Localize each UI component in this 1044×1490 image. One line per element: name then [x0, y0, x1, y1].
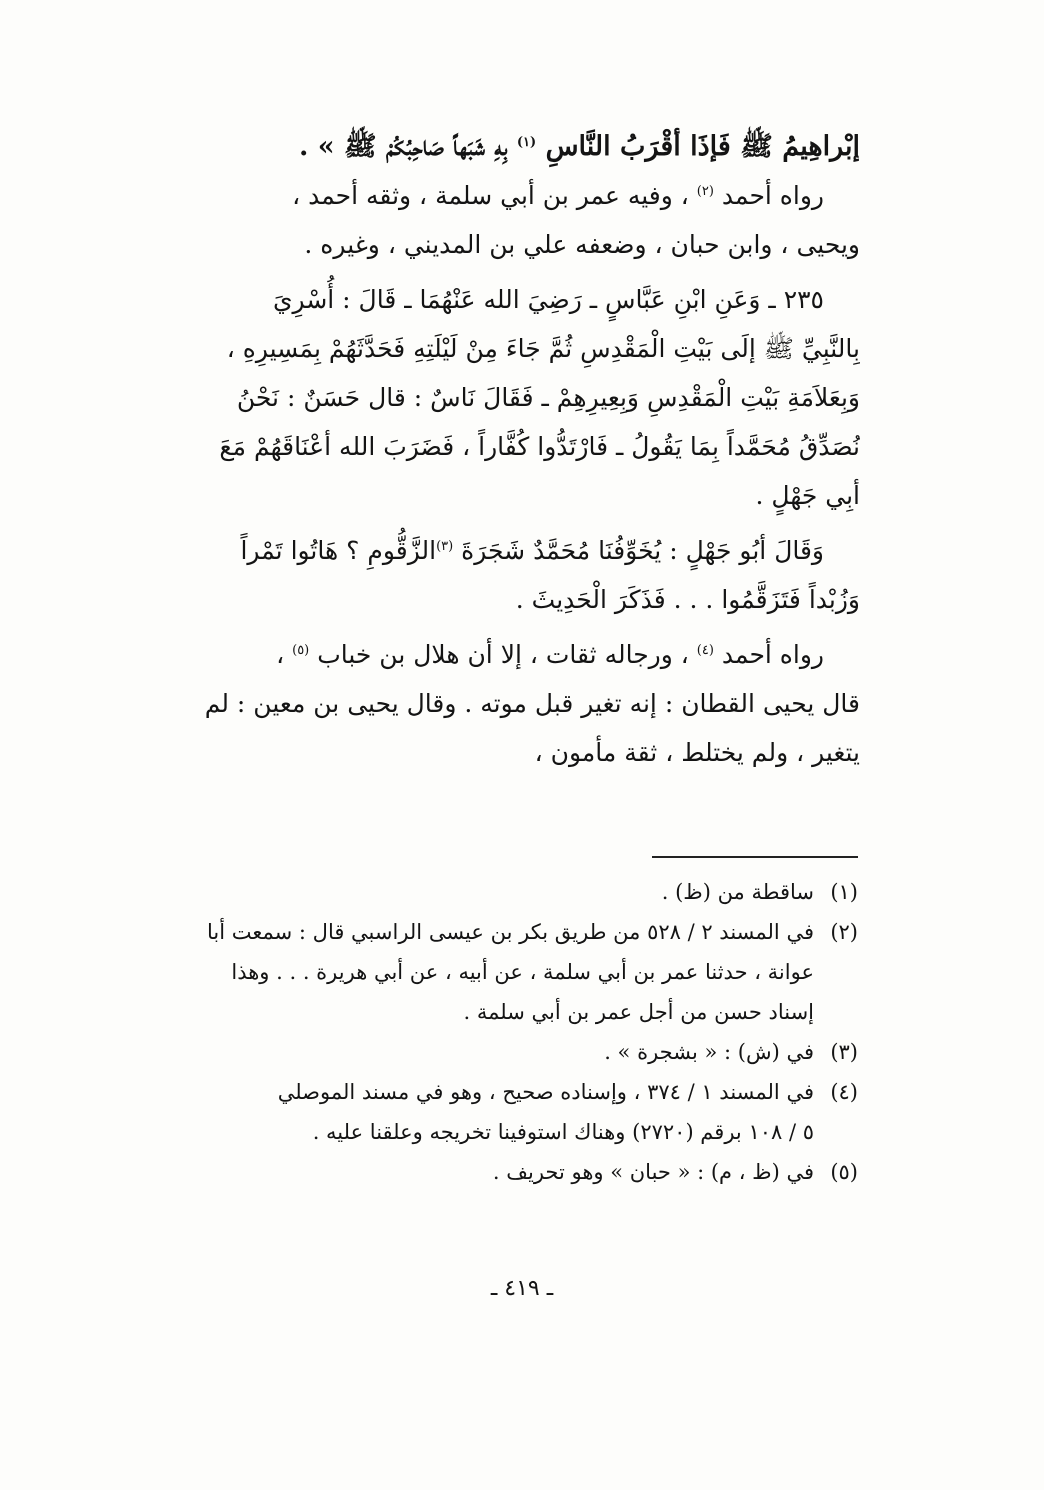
text-line-1	[168, 122, 860, 171]
footnote-ref-4[interactable]: (٤)	[696, 643, 714, 658]
footnote-2	[170, 912, 858, 1032]
footnote-body	[170, 1152, 814, 1192]
footnote-line: إسناد حسن من أجل عمر بن أبي سلمة .	[463, 1000, 814, 1024]
text-segment: رواه أحمد	[721, 640, 824, 669]
hadith-235-line-2: بِالنَّبِيِّ ﷺ إلَى بَيْتِ الْمَقْدِسِ ثُمَّ جَاءَ مِنْ لَيْلَتِهِ فَحَدَّثَهُمْ بِمَسِيرِهِ ،	[226, 334, 860, 363]
text-line-12: قال يحيى القطان : إنه تغير قبل موته . وقال يحيى بن معين : لم	[204, 689, 860, 718]
hadith-235-line-1: ٢٣٥ ـ وَعَنِ ابْنِ عَبَّاسٍ ـ رَضِيَ الله عَنْهُمَا ـ قَالَ : أُسْرِيَ	[272, 285, 824, 314]
footnote-3	[170, 1032, 858, 1072]
footnote-5	[170, 1152, 858, 1192]
footnote-number: (٣)	[830, 1040, 858, 1064]
hadith-235-line-6	[168, 526, 860, 575]
text-segment: إبْراهِيمُ ﷺ فَإذَا أقْرَبُ النَّاسِ	[545, 131, 860, 162]
text-segment: رواه أحمد	[721, 181, 824, 210]
footnote-number: (٥)	[830, 1160, 858, 1184]
text-segment: ،	[276, 640, 285, 669]
footnote-body	[170, 1072, 814, 1152]
footnote-line: في المسند ١ / ٣٧٤ ، وإسناده صحيح ، وهو في مسند الموصلي	[277, 1080, 814, 1104]
footnote-number: (١)	[830, 880, 858, 904]
text-line-3: ويحيى ، وابن حبان ، وضعفه علي بن المديني ، وغيره .	[304, 230, 860, 259]
hadith-235-line-4: نُصَدِّقُ مُحَمَّداً بِمَا يَقُولُ ـ فَارْتَدُّوا كُفَّاراً ، فَضَرَبَ الله أعْنَاقَهُمْ مَعَ	[219, 432, 860, 461]
footnote-line: في (ظ ، م) : « حبان » وهو تحريف .	[492, 1160, 814, 1184]
text-segment: الزَّقُّومِ ؟ هَاتُوا تَمْراً	[240, 536, 437, 565]
footnote-line: ساقطة من (ظ) .	[661, 880, 814, 904]
hadith-235-line-7: وَزُبْداً فَتَزَقَّمُوا . . . فَذَكَرَ الْحَدِيثَ .	[515, 585, 860, 614]
footnote-1	[170, 872, 858, 912]
footnote-line: عوانة ، حدثنا عمر بن أبي سلمة ، عن أبيه ، عن أبي هريرة . . . وهذا	[231, 960, 814, 984]
hadith-235-line-5: أبِي جَهْلٍ .	[755, 481, 860, 510]
footnote-ref-3[interactable]: (٣)	[436, 539, 454, 554]
footnote-ref-1[interactable]: (١)	[516, 135, 537, 150]
footnote-body	[170, 872, 814, 912]
footnote-number: (٢)	[830, 920, 858, 944]
footnote-body	[170, 912, 814, 1032]
text-segment: ، ورجاله ثقات ، إلا أن هلال بن خباب	[317, 640, 689, 669]
main-text	[168, 122, 860, 777]
footnotes	[170, 872, 858, 1192]
footnote-ref-5[interactable]: (٥)	[292, 643, 310, 658]
footnote-line: في المسند ٢ / ٥٢٨ من طريق بكر بن عيسى الراسبي قال : سمعت أبا	[207, 920, 814, 944]
footnote-line: في (ش) : « بشجرة » .	[604, 1040, 814, 1064]
page-number: ـ ٤١٩ ـ	[490, 1276, 554, 1301]
footnote-body	[170, 1032, 814, 1072]
footnote-ref-2[interactable]: (٢)	[696, 184, 714, 199]
text-segment: بِهِ شَبَهاً صَاحِبُكُمْ ﷺ » .	[298, 131, 508, 162]
footnote-4	[170, 1072, 858, 1152]
footnote-number: (٤)	[830, 1080, 858, 1104]
text-line-11	[168, 630, 860, 679]
text-segment: ، وفيه عمر بن أبي سلمة ، وثقه أحمد ،	[292, 181, 689, 210]
footnote-line: ٥ / ١٠٨ برقم (٢٧٢٠) وهناك استوفينا تخريجه وعلقنا عليه .	[312, 1120, 814, 1144]
text-line-13: يتغير ، ولم يختلط ، ثقة مأمون ،	[534, 738, 860, 767]
text-line-2	[168, 171, 860, 220]
footnote-divider	[652, 856, 858, 858]
hadith-235-line-3: وَبِعَلاَمَةِ بَيْتِ الْمَقْدِسِ وَبِعِيرِهِمْ ـ فَقَالَ نَاسٌ : قال حَسَنٌ : نَحْنُ	[236, 383, 860, 412]
text-segment: وَقَالَ أبُو جَهْلٍ : يُخَوِّفُنَا مُحَمَّدٌ شَجَرَةَ	[461, 536, 824, 565]
